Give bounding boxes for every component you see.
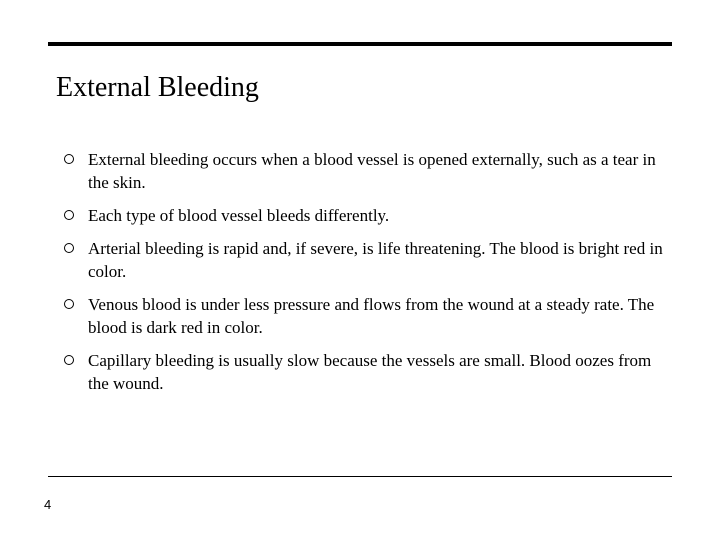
- bullet-list: [64, 148, 664, 405]
- bullet-item: [64, 148, 664, 194]
- page-number: 4: [44, 497, 52, 512]
- bullet-item: [64, 349, 664, 395]
- circle-bullet-icon: [64, 210, 74, 220]
- bullet-item: [64, 293, 664, 339]
- bullet-text: Capillary bleeding is usually slow because the vessels are small. Blood oozes from the wound.: [88, 351, 652, 393]
- circle-bullet-icon: [64, 243, 74, 253]
- top-divider: [48, 42, 672, 46]
- bullet-text: Each type of blood vessel bleeds differently.: [88, 206, 390, 225]
- bullet-item: [64, 237, 664, 283]
- bullet-item: [64, 204, 664, 227]
- bullet-text: Venous blood is under less pressure and flows from the wound at a steady rate. The blood is dark red in color.: [88, 295, 655, 337]
- circle-bullet-icon: [64, 355, 74, 365]
- bottom-divider: [48, 476, 672, 477]
- bullet-text: Arterial bleeding is rapid and, if severe, is life threatening. The blood is bright red in color.: [88, 239, 663, 281]
- bullet-text: External bleeding occurs when a blood vessel is opened externally, such as a tear in the skin.: [88, 150, 656, 192]
- slide-title: External Bleeding: [56, 72, 259, 103]
- circle-bullet-icon: [64, 154, 74, 164]
- circle-bullet-icon: [64, 299, 74, 309]
